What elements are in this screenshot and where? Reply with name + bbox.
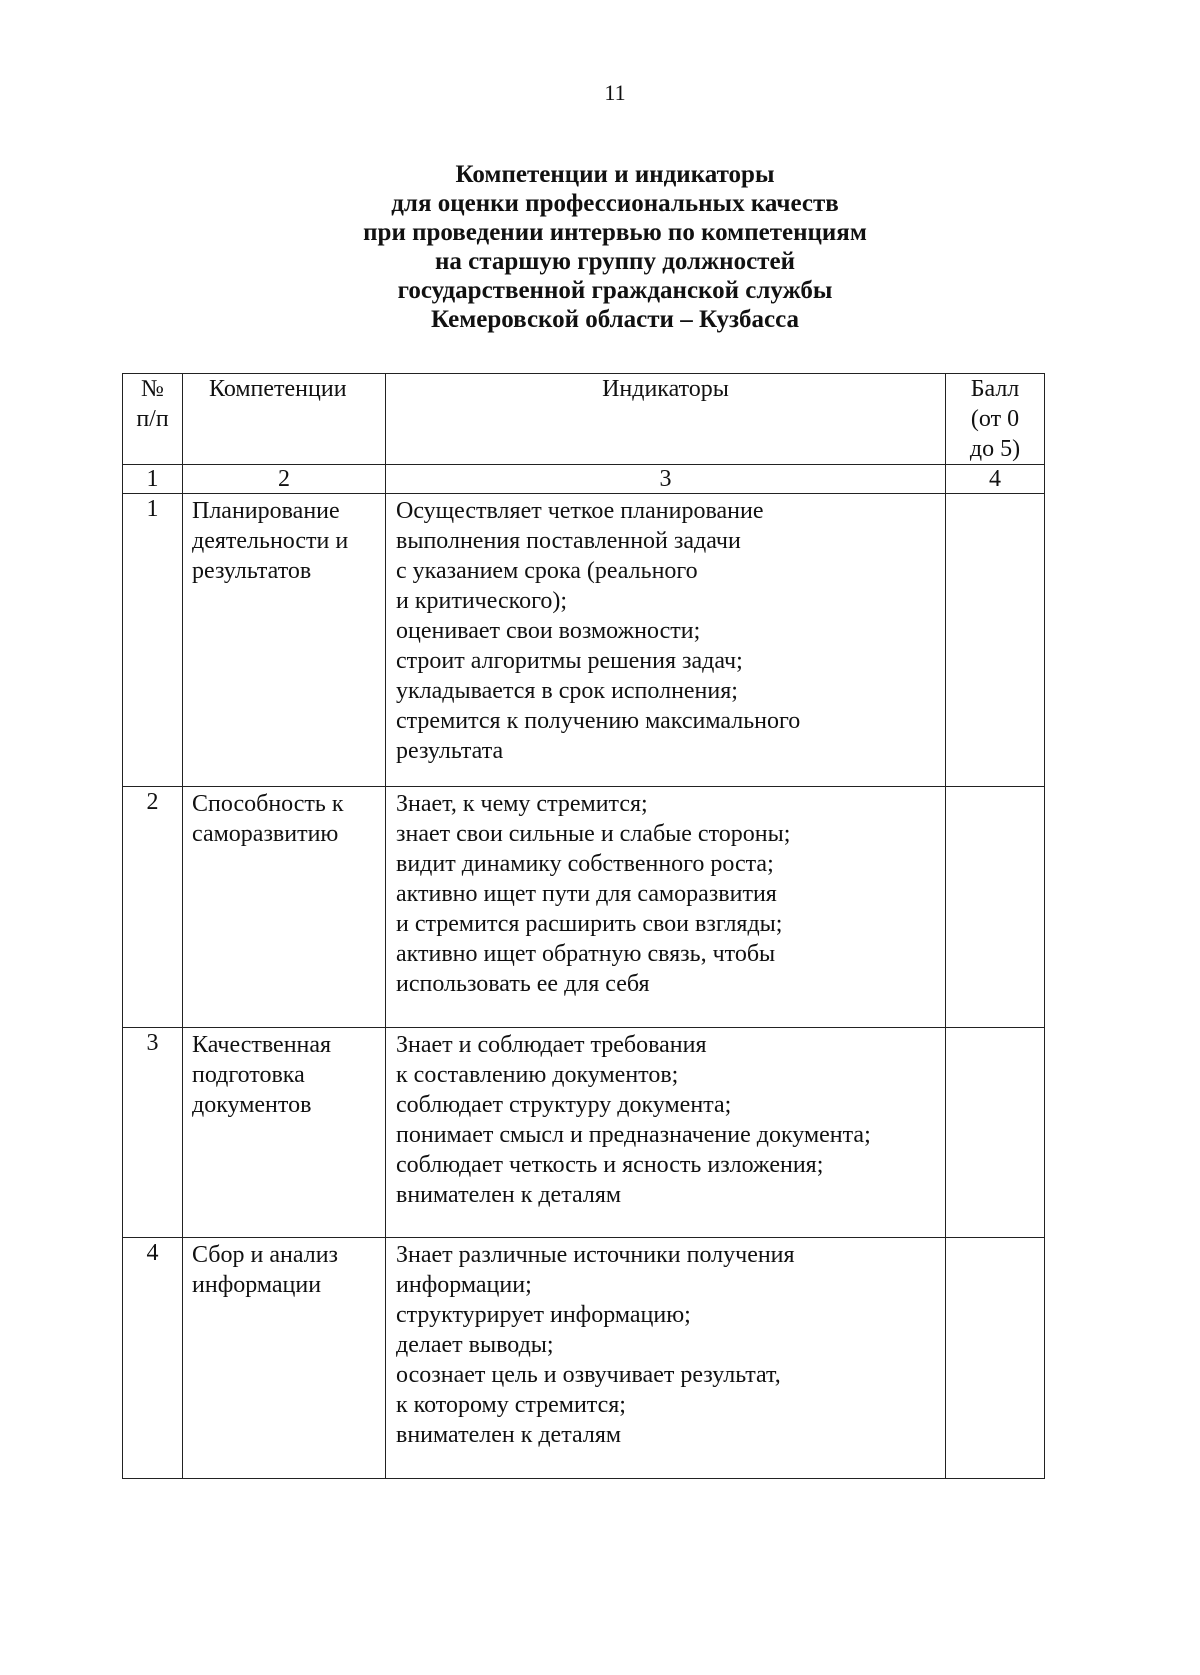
title-line: государственной гражданской службы — [397, 277, 833, 304]
title-line: на старшую группу должностей — [435, 248, 795, 275]
indicator-line: Знает и соблюдает требования — [396, 1032, 707, 1058]
header-score — [946, 374, 1045, 465]
title-line: для оценки профессиональных качеств — [391, 190, 839, 217]
table-row — [123, 494, 1045, 787]
indicators-cell — [386, 1238, 946, 1479]
header-score-line: (от 0 — [970, 406, 1020, 432]
indicator-line: структурирует информацию; — [396, 1302, 691, 1328]
header-num-line: п/п — [136, 406, 169, 432]
indicator-line: соблюдает четкость и ясность изложения; — [396, 1152, 824, 1178]
column-index: 3 — [386, 465, 946, 494]
indicator-line: с указанием срока (реального — [396, 558, 698, 584]
score-cell[interactable] — [946, 787, 1045, 1028]
table-header-row — [123, 374, 1045, 465]
competency-line: саморазвитию — [192, 821, 339, 847]
indicator-line: и стремится расширить свои взгляды; — [396, 911, 783, 937]
competency-line: подготовка — [192, 1062, 305, 1088]
column-index: 2 — [183, 465, 386, 494]
indicator-line: Осуществляет четкое планирование — [396, 498, 764, 524]
header-num-line: № — [141, 376, 164, 402]
score-cell[interactable] — [946, 1238, 1045, 1479]
competency-line: Способность к — [192, 791, 344, 817]
title-line: Кемеровской области – Кузбасса — [430, 306, 800, 333]
indicator-line: оценивает свои возможности; — [396, 618, 701, 644]
indicator-line: внимателен к деталям — [396, 1422, 622, 1448]
competency-line: Сбор и анализ — [192, 1242, 339, 1268]
indicator-line: осознает цель и озвучивает результат, — [396, 1362, 781, 1388]
page-number: 11 — [604, 80, 626, 105]
table-row — [123, 1238, 1045, 1479]
indicator-line: и критического); — [396, 588, 567, 614]
indicators-cell — [386, 1028, 946, 1238]
competency-line: Планирование — [192, 498, 340, 524]
score-cell[interactable] — [946, 1028, 1045, 1238]
column-index: 1 — [123, 465, 183, 494]
competency-cell — [183, 1238, 386, 1479]
competency-line: результатов — [192, 558, 312, 584]
title-line: при проведении интервью по компетенциям — [363, 219, 867, 246]
score-cell[interactable] — [946, 494, 1045, 787]
competencies-table — [122, 373, 1045, 1479]
header-score-line: до 5) — [969, 436, 1021, 462]
header-competency — [183, 374, 386, 465]
table-row — [123, 1028, 1045, 1238]
indicator-line: знает свои сильные и слабые стороны; — [396, 821, 791, 847]
header-competency-label: Компетенции — [209, 376, 347, 402]
competency-line: информации — [192, 1272, 322, 1298]
indicator-line: активно ищет обратную связь, чтобы — [396, 941, 776, 967]
indicator-line: делает выводы; — [396, 1332, 554, 1358]
header-indicators — [386, 374, 946, 465]
competency-line: документов — [192, 1092, 312, 1118]
competency-line: деятельности и — [192, 528, 349, 554]
document-title — [0, 160, 1200, 334]
indicator-line: Знает, к чему стремится; — [396, 791, 648, 817]
indicator-line: видит динамику собственного роста; — [396, 851, 774, 877]
competency-line: Качественная — [192, 1032, 332, 1058]
indicator-line: использовать ее для себя — [396, 971, 650, 997]
indicator-line: строит алгоритмы решения задач; — [396, 648, 743, 674]
row-number: 3 — [123, 1028, 183, 1238]
indicators-cell — [386, 494, 946, 787]
indicator-line: Знает различные источники получения — [396, 1242, 795, 1268]
competency-cell — [183, 494, 386, 787]
header-indicators-label: Индикаторы — [602, 376, 729, 402]
indicator-line: к которому стремится; — [396, 1392, 626, 1418]
indicator-line: результата — [396, 738, 504, 764]
indicator-line: к составлению документов; — [396, 1062, 679, 1088]
indicator-line: выполнения поставленной задачи — [396, 528, 741, 554]
indicator-line: понимает смысл и предназначение документа; — [396, 1122, 871, 1148]
indicator-line: соблюдает структуру документа; — [396, 1092, 732, 1118]
indicator-line: внимателен к деталям — [396, 1182, 622, 1208]
indicator-line: укладывается в срок исполнения; — [396, 678, 738, 704]
header-score-line: Балл — [970, 376, 1020, 402]
indicator-line: информации; — [396, 1272, 532, 1298]
column-index-row — [123, 465, 1045, 494]
competency-cell — [183, 1028, 386, 1238]
header-num — [123, 374, 183, 465]
row-number: 1 — [123, 494, 183, 787]
row-number: 2 — [123, 787, 183, 1028]
row-number: 4 — [123, 1238, 183, 1479]
competency-cell — [183, 787, 386, 1028]
indicators-cell — [386, 787, 946, 1028]
title-line: Компетенции и индикаторы — [455, 161, 775, 188]
table-row — [123, 787, 1045, 1028]
column-index: 4 — [946, 465, 1045, 494]
indicator-line: стремится к получению максимального — [396, 708, 801, 734]
indicator-line: активно ищет пути для саморазвития — [396, 881, 777, 907]
